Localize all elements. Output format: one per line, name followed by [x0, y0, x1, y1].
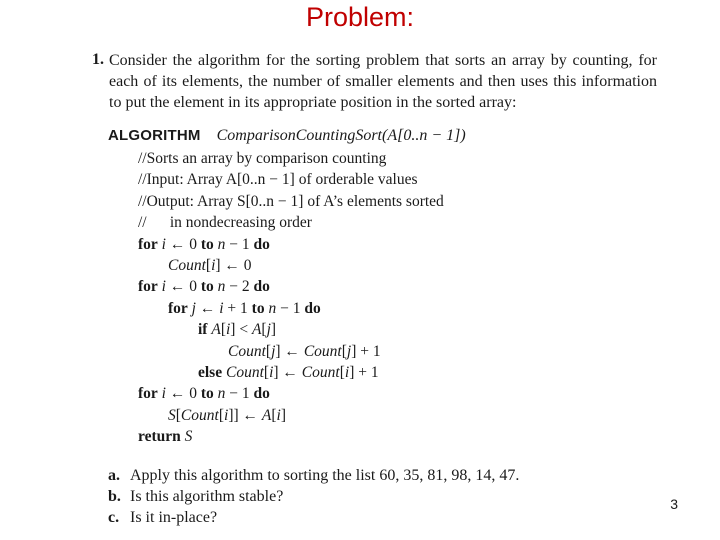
- algorithm-signature: ComparisonCountingSort(A[0..n − 1]): [216, 127, 466, 144]
- code-line: else Count[i] ← Count[i] + 1: [198, 364, 379, 381]
- slide-title: Problem:: [305, 2, 415, 32]
- question-label: c.: [108, 509, 120, 526]
- algorithm-keyword: ALGORITHM: [108, 127, 201, 144]
- question-label: b.: [108, 488, 121, 505]
- code-line: for i ← 0 to n − 2 do: [138, 278, 270, 296]
- comment-line: //Sorts an array by comparison counting: [138, 150, 387, 167]
- question-text: Is it in-place?: [130, 509, 218, 526]
- comment-line: // in nondecreasing order: [138, 214, 312, 232]
- problem-statement: Consider the algorithm for the sorting problem that sorts an array by counting, for each of its elements, the number of smaller elements and then uses this information to put the element in its appropriate position in the sorted array:: [109, 52, 657, 111]
- question-item: [108, 486, 519, 507]
- question-text: Apply this algorithm to sorting the list 60, 35, 81, 98, 14, 47.: [130, 467, 520, 484]
- exercise-questions: [108, 465, 519, 528]
- code-line: for j ← i + 1 to n − 1 do: [168, 299, 321, 317]
- code-line: for i ← 0 to n − 1 do: [138, 235, 270, 253]
- code-line: return S: [138, 428, 193, 446]
- question-text: Is this algorithm stable?: [130, 488, 284, 505]
- question-item: [108, 507, 519, 528]
- algorithm-header: [108, 127, 466, 145]
- code-line: for i ← 0 to n − 1 do: [138, 385, 270, 403]
- code-line: Count[i] ← 0: [168, 257, 252, 274]
- code-line: S[Count[i]] ← A[i]: [168, 406, 287, 424]
- slide-number: 3: [670, 496, 678, 512]
- problem-number: 1.: [92, 51, 104, 68]
- question-label: a.: [108, 467, 120, 484]
- question-item: [108, 465, 519, 486]
- code-line: Count[j] ← Count[j] + 1: [228, 342, 381, 360]
- code-line: if A[i] < A[j]: [198, 321, 277, 339]
- comment-line: //Input: Array A[0..n − 1] of orderable values: [138, 171, 418, 189]
- comment-line: //Output: Array S[0..n − 1] of A’s elements sorted: [138, 192, 444, 210]
